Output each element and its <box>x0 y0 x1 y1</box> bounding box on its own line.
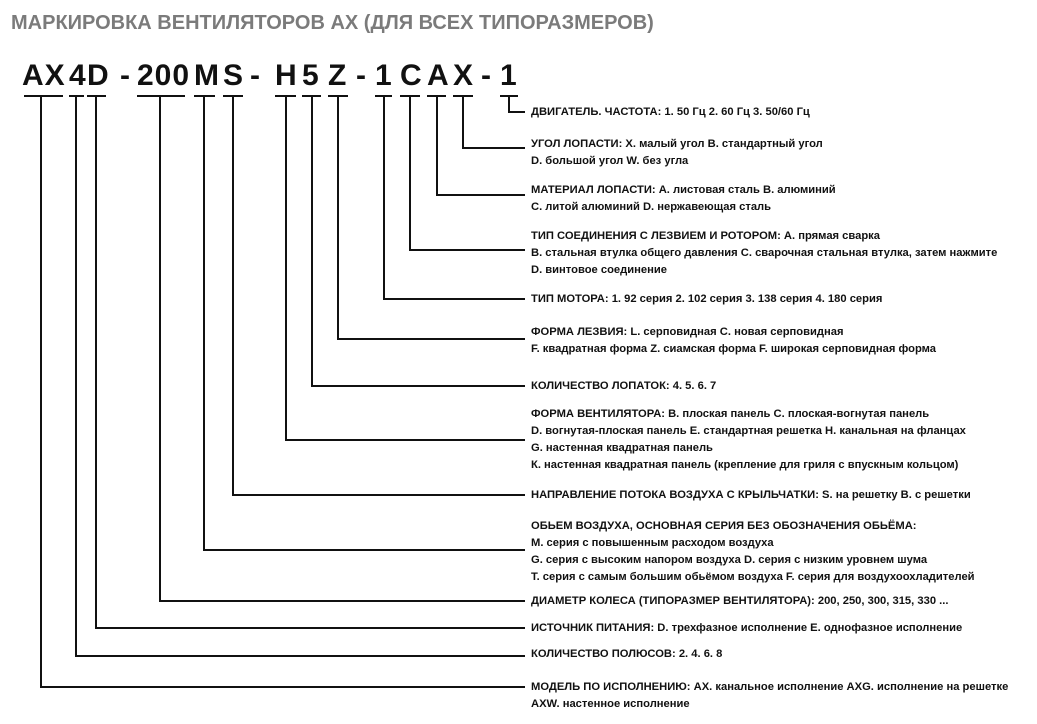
desc-line: D. большой угол W. без угла <box>531 155 689 167</box>
code-direction: S <box>223 59 245 92</box>
code-power: D <box>87 59 110 92</box>
code-dash-1: - <box>120 59 131 92</box>
page-title: МАРКИРОВКА ВЕНТИЛЯТОРОВ АХ (ДЛЯ ВСЕХ ТИПОРАЗМЕРОВ) <box>11 12 654 34</box>
code-dash-3: - <box>356 59 367 92</box>
leader-blade-form <box>338 96 525 339</box>
desc-motor <box>531 291 882 308</box>
desc-connection <box>531 228 997 279</box>
code-connection: C <box>400 59 423 92</box>
desc-line: ОБЬЕМ ВОЗДУХА, ОСНОВНАЯ СЕРИЯ БЕЗ ОБОЗНАЧЕНИЯ ОБЬЁМА: <box>531 520 917 532</box>
desc-line: ФОРМА ВЕНТИЛЯТОРА: В. плоская панель С. плоская-вогнутая панель <box>531 408 930 420</box>
desc-line: КОЛИЧЕСТВО ЛОПАТОК: 4. 5. 6. 7 <box>531 380 717 392</box>
code-dash-4: - <box>481 59 492 92</box>
code-diameter: 200 <box>137 59 191 92</box>
leader-direction <box>233 96 525 495</box>
desc-material <box>531 182 836 216</box>
code-angle: X <box>453 59 475 92</box>
desc-line: НАПРАВЛЕНИЕ ПОТОКА ВОЗДУХА С КРЫЛЬЧАТКИ: S. на решетку В. с решетки <box>531 489 971 501</box>
desc-line: Т. серия с самым большим обьёмом воздуха F. серия для воздухоохладителей <box>531 571 975 583</box>
code-poles: 4 <box>69 59 87 92</box>
leader-poles <box>76 96 525 656</box>
desc-diameter <box>531 593 948 610</box>
desc-line: С. литой алюминий D. нержавеющая сталь <box>531 201 772 213</box>
desc-blade-form <box>531 324 936 358</box>
leader-angle <box>463 96 525 148</box>
leader-volume <box>204 96 525 550</box>
desc-line: АХW. настенное исполнение <box>531 698 690 710</box>
desc-poles <box>531 646 722 663</box>
code-blade-form: Z <box>328 59 348 92</box>
desc-direction <box>531 487 971 504</box>
desc-line: ТИП СОЕДИНЕНИЯ С ЛЕЗВИЕМ И РОТОРОМ: А. прямая сварка <box>531 230 881 242</box>
desc-shape <box>531 406 966 474</box>
leader-diameter <box>160 96 525 601</box>
desc-line: ДИАМЕТР КОЛЕСА (ТИПОРАЗМЕР ВЕНТИЛЯТОРА): 200, 250, 300, 315, 330 ... <box>531 595 949 607</box>
desc-line: ФОРМА ЛЕЗВИЯ: L. серповидная С. новая серповидная <box>531 326 844 338</box>
desc-power <box>531 620 962 637</box>
code-frequency: 1 <box>500 59 518 92</box>
leader-material <box>437 96 525 195</box>
code-volume: M <box>194 59 220 92</box>
desc-frequency <box>531 104 810 121</box>
desc-line: ДВИГАТЕЛЬ. ЧАСТОТА: 1. 50 Гц 2. 60 Гц 3. 50/60 Гц <box>531 106 810 118</box>
desc-angle <box>531 136 823 170</box>
desc-line: МОДЕЛЬ ПО ИСПОЛНЕНИЮ: АХ. канальное исполнение AXG. исполнение на решетке <box>531 681 1009 693</box>
desc-line: F. квадратная форма Z. сиамская форма F. широкая серповидная форма <box>531 343 937 355</box>
leader-blades <box>312 96 525 386</box>
leader-motor <box>384 96 525 299</box>
code-dash-2: - <box>250 59 261 92</box>
leader-model <box>41 96 525 687</box>
desc-line: D. вогнутая-плоская панель Е. стандартная решетка Н. канальная на фланцах <box>531 425 966 437</box>
desc-line: ТИП МОТОРА: 1. 92 серия 2. 102 серия 3. 138 серия 4. 180 серия <box>531 293 883 305</box>
desc-line: В. стальная втулка общего давления С. сварочная стальная втулка, затем нажмите <box>531 247 998 259</box>
leader-connection <box>410 96 525 250</box>
desc-line: МАТЕРИАЛ ЛОПАСТИ: А. листовая сталь В. алюминий <box>531 184 836 196</box>
desc-model <box>531 679 1008 713</box>
desc-line: М. серия с повышенным расходом воздуха <box>531 537 774 549</box>
code-material: A <box>427 59 450 92</box>
desc-blades <box>531 378 716 395</box>
code-blades: 5 <box>302 59 320 92</box>
desc-line: УГОЛ ЛОПАСТИ: X. малый угол B. стандартный угол <box>531 138 823 150</box>
desc-line: КОЛИЧЕСТВО ПОЛЮСОВ: 2. 4. 6. 8 <box>531 648 723 660</box>
desc-line: ИСТОЧНИК ПИТАНИЯ: D. трехфазное исполнение Е. однофазное исполнение <box>531 622 963 634</box>
desc-line: К. настенная квадратная панель (крепление для гриля с впускным кольцом) <box>531 459 959 471</box>
code-motor: 1 <box>375 59 393 92</box>
desc-volume <box>531 518 975 586</box>
leader-frequency <box>509 96 525 112</box>
desc-line: G. серия с высоким напором воздуха D. серия с низким уровнем шума <box>531 554 928 566</box>
desc-line: D. винтовое соединение <box>531 264 667 276</box>
code-shape: H <box>275 59 298 92</box>
desc-line: G. настенная квадратная панель <box>531 442 713 454</box>
code-model: AX <box>22 59 66 92</box>
